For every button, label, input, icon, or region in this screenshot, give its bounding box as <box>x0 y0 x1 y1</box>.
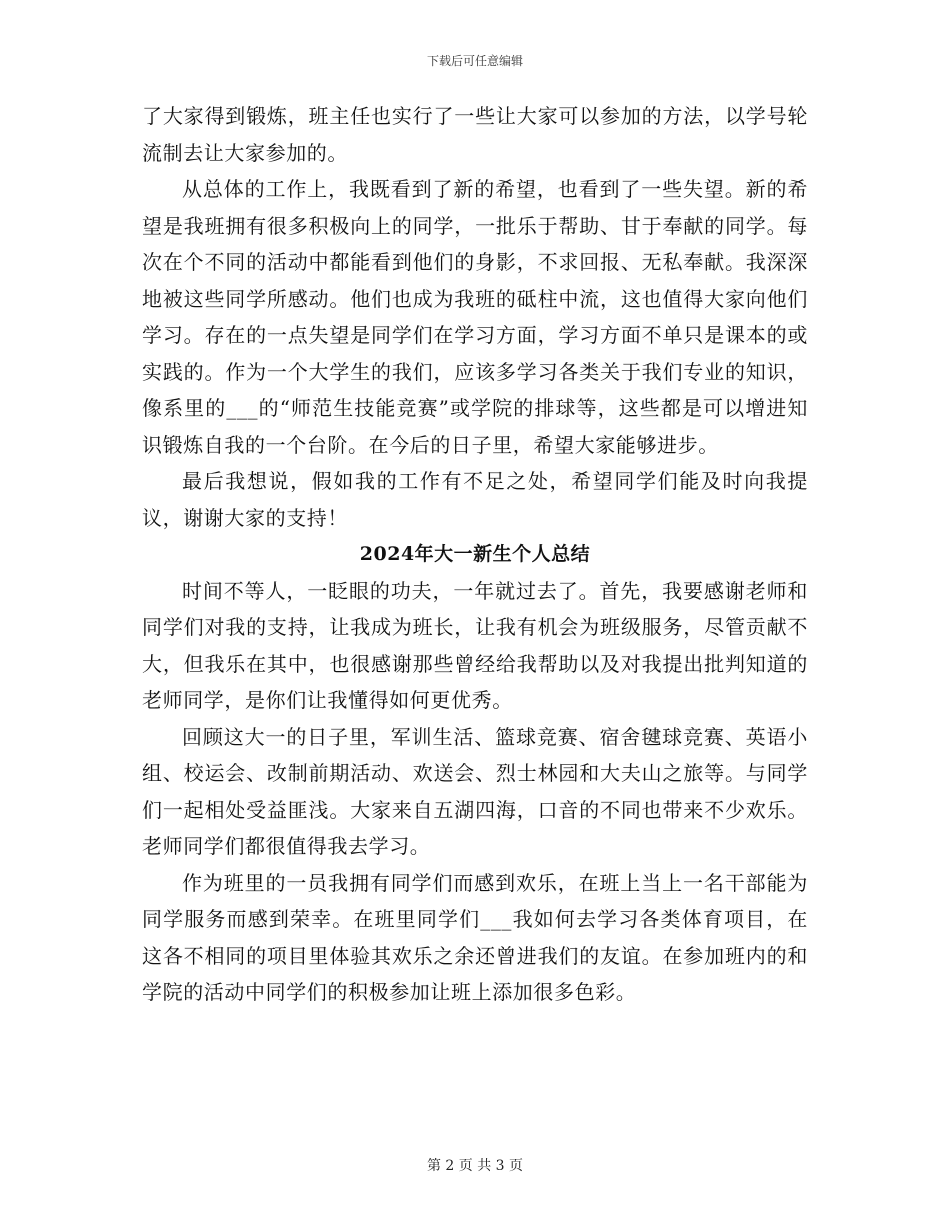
section-title: 2024年大一新生个人总结 <box>359 543 591 565</box>
page-number: 第 2 页 共 3 页 <box>426 1158 524 1174</box>
paragraph-continuation: 了大家得到锻炼，班主任也实行了一些让大家可以参加的方法，以学号轮流制去让大家参加的。 <box>142 104 808 165</box>
page-header: 下载后可任意编辑 <box>426 54 523 68</box>
paragraph: 最后我想说，假如我的工作有不足之处，希望同学们能及时向我提议，谢谢大家的支持！ <box>142 469 808 530</box>
paragraph: 时间不等人，一眨眼的功夫，一年就过去了。首先，我要感谢老师和同学们对我的支持，让我成为班长，让我有机会为班级服务，尽管贡献不大，但我乐在其中，也很感谢那些曾经给我帮助以及对我提出批判知道的老师同学，是你们让我懂得如何更优秀。 <box>142 578 808 712</box>
paragraph: 作为班里的一员我拥有同学们而感到欢乐，在班上当上一名干部能为同学服务而感到荣幸。在班里同学们___我如何去学习各类体育项目，在这各不相同的项目里体验其欢乐之余还曾进我们的友谊。在参加班内的和学院的活动中同学们的积极参加让班上添加很多色彩。 <box>142 870 808 1004</box>
document-body <box>142 98 808 1011</box>
paragraph: 回顾这大一的日子里，军训生活、篮球竞赛、宿舍毽球竞赛、英语小组、校运会、改制前期活动、欢送会、烈士林园和大夫山之旅等。与同学们一起相处受益匪浅。大家来自五湖四海，口音的不同也带来不少欢乐。老师同学们都很值得我去学习。 <box>142 724 808 858</box>
paragraph: 从总体的工作上，我既看到了新的希望，也看到了一些失望。新的希望是我班拥有很多积极向上的同学，一批乐于帮助、甘于奉献的同学。每次在个不同的活动中都能看到他们的身影，不求回报、无私奉献。我深深地被这些同学所感动。他们也成为我班的砥柱中流，这也值得大家向他们学习。存在的一点失望是同学们在学习方面，学习方面不单只是课本的或实践的。作为一个大学生的我们，应该多学习各类关于我们专业的知识，像系里的___的“师范生技能竞赛”或学院的排球等，这些都是可以增进知识锻炼自我的一个台阶。在今后的日子里，希望大家能够进步。 <box>142 177 808 457</box>
